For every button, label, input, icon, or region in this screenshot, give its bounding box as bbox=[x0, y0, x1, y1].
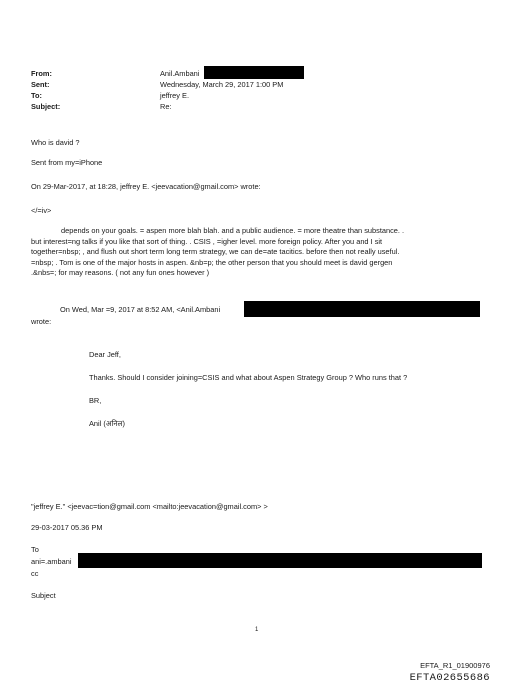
signoff-line: Anil (अनिल) bbox=[89, 419, 125, 428]
subject-label-2: Subject bbox=[31, 591, 56, 600]
sent-value: Wednesday, March 29, 2017 1:00 PM bbox=[160, 80, 284, 89]
redaction-bar bbox=[204, 66, 304, 79]
subject-label: Subject: bbox=[31, 102, 61, 111]
orig-date-line: 29-03-2017 05.36 PM bbox=[31, 523, 103, 532]
to-value-2: ani=.ambani bbox=[31, 557, 72, 566]
to-value: jeffrey E. bbox=[160, 91, 190, 100]
redaction-bar bbox=[244, 301, 480, 317]
orig-from-line: "jeffrey E." <jeevac=tion@gmail.com <mailto:jeevacation@gmail.com> > bbox=[31, 502, 268, 511]
subject-value: Re: bbox=[160, 102, 172, 111]
iv-tag-line: </=iv> bbox=[31, 206, 52, 215]
dear-line: Dear Jeff, bbox=[89, 350, 121, 359]
cc-label: cc bbox=[31, 569, 39, 578]
quoted-on-line: On Wed, Mar =9, 2017 at 8:52 AM, <Anil.Ambani bbox=[60, 305, 221, 314]
footer-id-2: EFTA02655686 bbox=[409, 672, 490, 684]
br-line: BR, bbox=[89, 396, 102, 405]
on-wrote-line: On 29-Mar-2017, at 18:28, jeffrey E. <jeevacation@gmail.com> wrote: bbox=[31, 182, 261, 191]
reply-line: .&nbs=; for may reasons. ( not any fun ones however ) bbox=[31, 268, 210, 277]
question-line: Who is david ? bbox=[31, 138, 80, 147]
reply-line: depends on your goals. = aspen more blah blah. and a public audience. = more theatre than substance. . bbox=[61, 226, 405, 235]
to-label-2: To bbox=[31, 545, 39, 554]
from-label: From: bbox=[31, 69, 52, 78]
sent-from-line: Sent from my=iPhone bbox=[31, 158, 103, 167]
page-number: 1 bbox=[255, 627, 259, 633]
wrote-line: wrote: bbox=[31, 317, 52, 326]
redaction-bar bbox=[78, 553, 482, 568]
sent-label: Sent: bbox=[31, 80, 50, 89]
reply-line: together=nbsp; , and flush out short term long term strategy, we can de=ate tacitics. before then not really useful. bbox=[31, 247, 400, 256]
reply-paragraph bbox=[31, 226, 481, 279]
footer-id-1: EFTA_R1_01900976 bbox=[420, 661, 490, 670]
reply-line: =nbsp; . Tom is one of the major hosts in aspen. &nb=p; the other person that you should meet is david gergen bbox=[31, 257, 393, 267]
to-label: To: bbox=[31, 91, 42, 100]
from-value: Anil.Ambani bbox=[160, 69, 200, 78]
thanks-line: Thanks. Should I consider joining=CSIS and what about Aspen Strategy Group ? Who runs that ? bbox=[89, 373, 408, 382]
reply-line: but interest=ng talks if you like that sort of thing. . CSIS , =igher level. more foreign policy. After you and I sit bbox=[31, 236, 383, 246]
